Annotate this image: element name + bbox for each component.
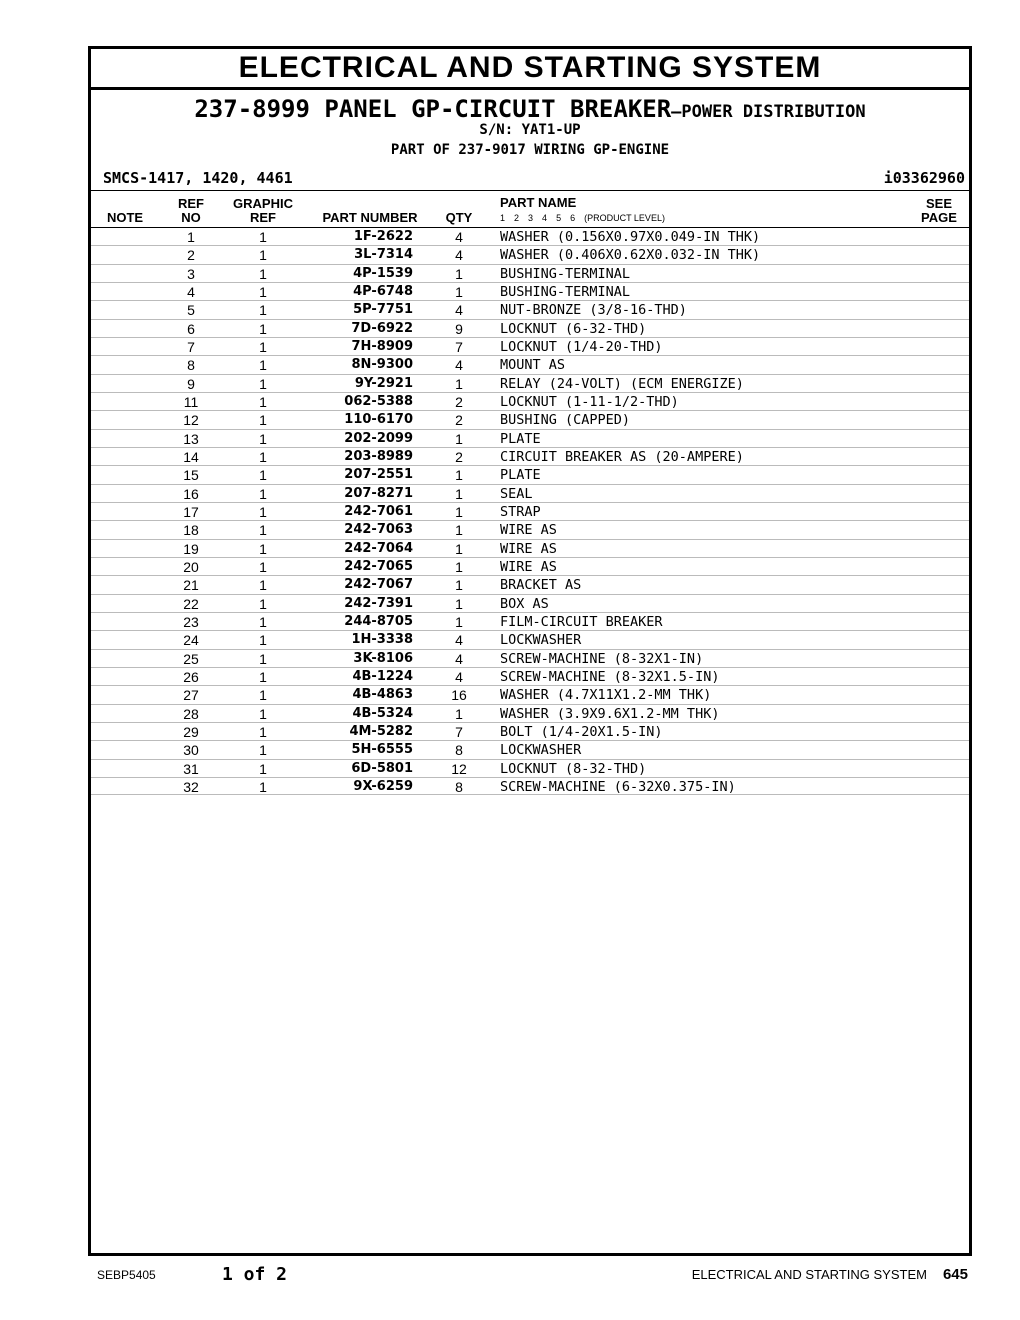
part-name: MOUNT AS — [500, 357, 566, 374]
table-row — [91, 722, 969, 740]
graphic-ref: 1 — [259, 742, 267, 759]
smcs-codes: SMCS-1417, 1420, 4461 — [103, 169, 293, 187]
graphic-ref: 1 — [259, 247, 267, 264]
part-number: 4M-5282 — [349, 723, 413, 739]
quantity: 4 — [455, 357, 463, 374]
part-name: NUT-BRONZE (3/8-16-THD) — [500, 302, 687, 319]
ref-no: 27 — [183, 687, 199, 704]
quantity: 8 — [455, 742, 463, 759]
ref-no: 31 — [183, 760, 199, 777]
level-5: 5 — [556, 213, 562, 223]
quantity: 2 — [455, 412, 463, 429]
part-number: 7H-8909 — [351, 338, 413, 354]
ref-no: 16 — [183, 485, 199, 502]
part-number: 7D-6922 — [351, 320, 413, 336]
graphic-ref: 1 — [259, 302, 267, 319]
col-ref-no: REF NO — [178, 196, 204, 225]
quantity: 1 — [455, 430, 463, 447]
part-name: BOX AS — [500, 595, 549, 612]
ref-no: 12 — [183, 412, 199, 429]
table-row — [91, 227, 969, 245]
part-name: CIRCUIT BREAKER AS (20-AMPERE) — [500, 448, 744, 465]
part-name: WIRE AS — [500, 558, 557, 575]
quantity: 4 — [455, 229, 463, 245]
graphic-ref: 1 — [259, 448, 267, 465]
ref-no: 20 — [183, 558, 199, 575]
quantity: 4 — [455, 247, 463, 264]
table-row — [91, 282, 969, 300]
part-number: 4B-5324 — [352, 705, 413, 721]
ref-no: 3 — [187, 265, 195, 282]
quantity: 1 — [455, 577, 463, 594]
part-name: PLATE — [500, 430, 541, 447]
part-name: WIRE AS — [500, 540, 557, 557]
ref-no: 25 — [183, 650, 199, 667]
product-level-label: (PRODUCT LEVEL) — [584, 213, 665, 223]
part-number: 4P-6748 — [353, 283, 413, 299]
part-number: 207-2551 — [344, 467, 413, 483]
part-name: RELAY (24-VOLT) (ECM ENERGIZE) — [500, 375, 744, 392]
part-name: SCREW-MACHINE (6-32X0.375-IN) — [500, 778, 736, 795]
part-name: BOLT (1/4-20X1.5-IN) — [500, 723, 663, 740]
table-row — [91, 649, 969, 667]
graphic-ref: 1 — [259, 778, 267, 795]
part-name: FILM-CIRCUIT BREAKER — [500, 613, 663, 630]
graphic-ref: 1 — [259, 687, 267, 704]
graphic-ref: 1 — [259, 357, 267, 374]
table-row — [91, 575, 969, 593]
graphic-ref: 1 — [259, 723, 267, 740]
ref-no: 2 — [187, 247, 195, 264]
doc-number: SEBP5405 — [97, 1268, 156, 1282]
part-name: SCREW-MACHINE (8-32X1-IN) — [500, 650, 704, 667]
level-4: 4 — [542, 213, 548, 223]
part-name: WASHER (3.9X9.6X1.2-MM THK) — [500, 705, 720, 722]
quantity: 1 — [455, 265, 463, 282]
quantity: 1 — [455, 705, 463, 722]
quantity: 1 — [455, 503, 463, 520]
product-levels — [500, 213, 674, 223]
part-number: 4B-4863 — [352, 687, 413, 703]
table-row — [91, 429, 969, 447]
part-number: 9X-6259 — [353, 778, 413, 794]
part-number: 242-7067 — [344, 577, 413, 593]
document-id: i03362960 — [883, 169, 965, 187]
part-number: 6D-5801 — [351, 760, 413, 776]
table-row — [91, 740, 969, 758]
ref-no: 13 — [183, 430, 199, 447]
col-qty: QTY — [445, 210, 473, 225]
group-subtitle: —POWER DISTRIBUTION — [671, 102, 866, 122]
graphic-ref: 1 — [259, 467, 267, 484]
parts-table — [91, 227, 969, 795]
quantity: 1 — [455, 540, 463, 557]
quantity: 1 — [455, 522, 463, 539]
quantity: 1 — [455, 558, 463, 575]
col-see-page: SEE PAGE — [921, 196, 957, 225]
quantity: 2 — [455, 393, 463, 410]
table-row — [91, 264, 969, 282]
page-of: 1 of 2 — [222, 1264, 288, 1285]
table-row — [91, 630, 969, 648]
ref-no: 32 — [183, 778, 199, 795]
part-number: 9Y-2921 — [354, 375, 413, 391]
graphic-ref: 1 — [259, 705, 267, 722]
ref-no: 8 — [187, 357, 195, 374]
quantity: 1 — [455, 595, 463, 612]
table-row — [91, 685, 969, 703]
graphic-ref: 1 — [259, 577, 267, 594]
graphic-ref: 1 — [259, 229, 267, 245]
ref-no: 24 — [183, 632, 199, 649]
graphic-ref: 1 — [259, 503, 267, 520]
table-row — [91, 300, 969, 318]
quantity: 8 — [455, 778, 463, 795]
part-number: 242-7063 — [344, 522, 413, 538]
graphic-ref: 1 — [259, 375, 267, 392]
graphic-ref: 1 — [259, 668, 267, 685]
page-number: 645 — [942, 1266, 968, 1283]
table-row — [91, 392, 969, 410]
part-name: STRAP — [500, 503, 541, 520]
quantity: 7 — [455, 338, 463, 355]
graphic-ref: 1 — [259, 485, 267, 502]
part-name: LOCKNUT (1/4-20-THD) — [500, 338, 663, 355]
part-number: 242-7064 — [344, 540, 413, 556]
table-row — [91, 520, 969, 538]
group-number-name: 237-8999 PANEL GP-CIRCUIT BREAKER — [194, 95, 672, 123]
group-title — [91, 95, 969, 123]
part-name: LOCKNUT (8-32-THD) — [500, 760, 647, 777]
footer-section — [692, 1266, 968, 1283]
quantity: 1 — [455, 467, 463, 484]
ref-no: 17 — [183, 503, 199, 520]
table-row — [91, 777, 969, 795]
ref-no: 9 — [187, 375, 195, 392]
table-row — [91, 612, 969, 630]
part-of: PART OF 237-9017 WIRING GP-ENGINE — [390, 142, 670, 158]
ref-no: 19 — [183, 540, 199, 557]
col-part-number: PART NUMBER — [322, 210, 418, 225]
col-graphic-ref: GRAPHIC REF — [233, 196, 293, 225]
table-row — [91, 484, 969, 502]
ref-no: 22 — [183, 595, 199, 612]
graphic-ref: 1 — [259, 412, 267, 429]
quantity: 2 — [455, 448, 463, 465]
table-row — [91, 539, 969, 557]
part-name: LOCKWASHER — [500, 632, 582, 649]
graphic-ref: 1 — [259, 632, 267, 649]
quantity: 16 — [451, 687, 467, 704]
quantity: 1 — [455, 283, 463, 300]
ref-no: 4 — [187, 283, 195, 300]
table-row — [91, 759, 969, 777]
table-row — [91, 557, 969, 575]
ref-no: 21 — [183, 577, 199, 594]
header-divider — [91, 190, 969, 191]
part-name: LOCKNUT (1-11-1/2-THD) — [500, 393, 679, 410]
quantity: 12 — [451, 760, 467, 777]
ref-no: 30 — [183, 742, 199, 759]
ref-no: 11 — [183, 393, 199, 410]
part-number: 5H-6555 — [351, 742, 413, 758]
part-name: BUSHING-TERMINAL — [500, 283, 631, 300]
table-row — [91, 374, 969, 392]
ref-no: 23 — [183, 613, 199, 630]
serial-number: S/N: YAT1-UP — [479, 122, 581, 138]
graphic-ref: 1 — [259, 393, 267, 410]
ref-no: 26 — [183, 668, 199, 685]
part-number: 062-5388 — [344, 393, 413, 409]
ref-no: 28 — [183, 705, 199, 722]
part-number: 1H-3338 — [351, 632, 413, 648]
table-row — [91, 465, 969, 483]
ref-no: 5 — [187, 302, 195, 319]
part-number: 242-7061 — [344, 503, 413, 519]
part-number: 110-6170 — [344, 412, 413, 428]
part-number: 242-7391 — [344, 595, 413, 611]
quantity: 4 — [455, 668, 463, 685]
quantity: 1 — [455, 613, 463, 630]
ref-no: 6 — [187, 320, 195, 337]
graphic-ref: 1 — [259, 613, 267, 630]
level-6: 6 — [570, 213, 576, 223]
graphic-ref: 1 — [259, 650, 267, 667]
ref-no: 14 — [183, 448, 199, 465]
graphic-ref: 1 — [259, 558, 267, 575]
quantity: 9 — [455, 320, 463, 337]
page-frame — [88, 46, 972, 1256]
quantity: 4 — [455, 302, 463, 319]
level-2: 2 — [514, 213, 520, 223]
table-row — [91, 319, 969, 337]
part-number: 4P-1539 — [353, 265, 413, 281]
quantity: 1 — [455, 485, 463, 502]
graphic-ref: 1 — [259, 522, 267, 539]
table-row — [91, 594, 969, 612]
quantity: 4 — [455, 632, 463, 649]
ref-no: 29 — [183, 723, 199, 740]
section-title: ELECTRICAL AND STARTING SYSTEM — [91, 49, 969, 90]
part-number: 203-8989 — [344, 448, 413, 464]
part-number: 4B-1224 — [352, 668, 413, 684]
part-number: 1F-2622 — [353, 229, 413, 244]
part-name: WIRE AS — [500, 522, 557, 539]
part-name: WASHER (0.406X0.62X0.032-IN THK) — [500, 247, 761, 264]
graphic-ref: 1 — [259, 540, 267, 557]
table-row — [91, 667, 969, 685]
graphic-ref: 1 — [259, 338, 267, 355]
ref-no: 1 — [187, 229, 195, 245]
part-number: 244-8705 — [344, 613, 413, 629]
quantity: 1 — [455, 375, 463, 392]
part-number: 207-8271 — [344, 485, 413, 501]
table-row — [91, 337, 969, 355]
part-name: BRACKET AS — [500, 577, 582, 594]
part-name: WASHER (4.7X11X1.2-MM THK) — [500, 687, 712, 704]
ref-no: 7 — [187, 338, 195, 355]
ref-no: 15 — [183, 467, 199, 484]
part-name: SCREW-MACHINE (8-32X1.5-IN) — [500, 668, 720, 685]
graphic-ref: 1 — [259, 283, 267, 300]
footer-section-name: ELECTRICAL AND STARTING SYSTEM — [691, 1267, 927, 1282]
level-3: 3 — [528, 213, 534, 223]
part-number: 8N-9300 — [351, 357, 413, 373]
part-name: LOCKWASHER — [500, 742, 582, 759]
part-name: LOCKNUT (6-32-THD) — [500, 320, 647, 337]
table-row — [91, 502, 969, 520]
part-name: SEAL — [500, 485, 533, 502]
table-row — [91, 355, 969, 373]
part-number: 3L-7314 — [354, 247, 413, 263]
part-name: WASHER (0.156X0.97X0.049-IN THK) — [500, 229, 761, 245]
graphic-ref: 1 — [259, 595, 267, 612]
part-name: BUSHING-TERMINAL — [500, 265, 631, 282]
part-name: PLATE — [500, 467, 541, 484]
level-1: 1 — [500, 213, 506, 223]
part-number: 242-7065 — [344, 558, 413, 574]
graphic-ref: 1 — [259, 265, 267, 282]
graphic-ref: 1 — [259, 760, 267, 777]
quantity: 4 — [455, 650, 463, 667]
part-number: 5P-7751 — [353, 302, 413, 318]
part-number: 202-2099 — [344, 430, 413, 446]
table-row — [91, 410, 969, 428]
graphic-ref: 1 — [259, 430, 267, 447]
col-note: NOTE — [106, 210, 144, 225]
graphic-ref: 1 — [259, 320, 267, 337]
quantity: 7 — [455, 723, 463, 740]
ref-no: 18 — [183, 522, 199, 539]
part-number: 3K-8106 — [353, 650, 413, 666]
table-row — [91, 245, 969, 263]
part-name: BUSHING (CAPPED) — [500, 412, 631, 429]
col-part-name: PART NAME — [500, 195, 577, 210]
table-row — [91, 447, 969, 465]
table-row — [91, 704, 969, 722]
